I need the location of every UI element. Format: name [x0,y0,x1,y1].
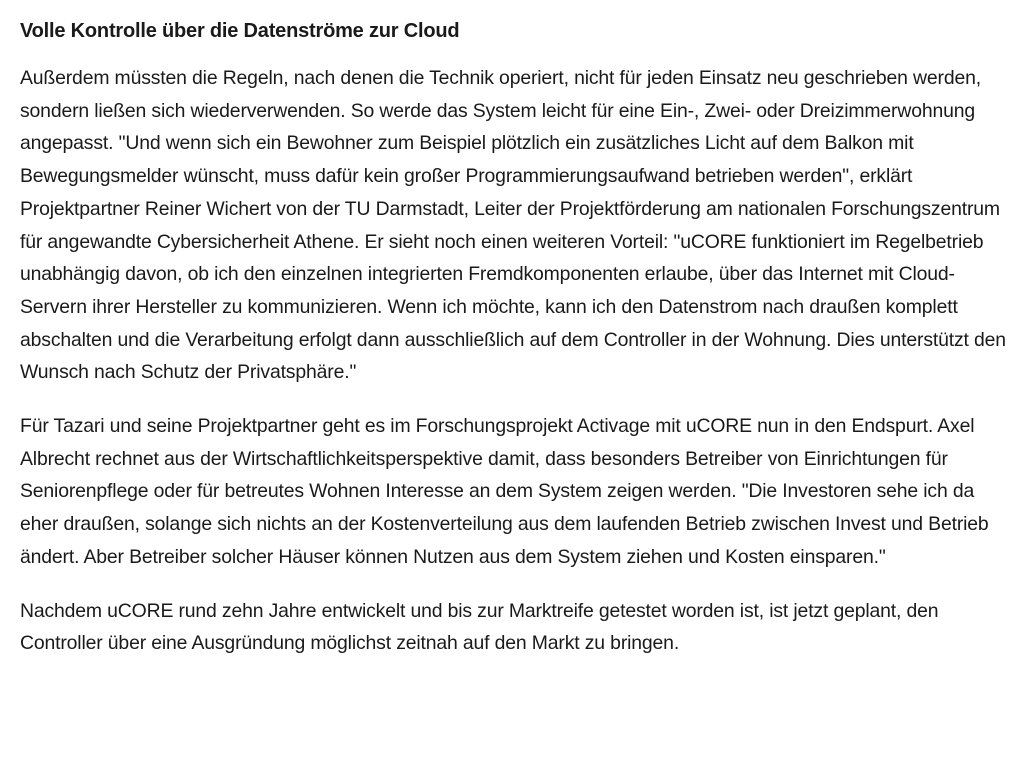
article-body [20,14,1010,660]
paragraph-ucore-rules: Außerdem müssten die Regeln, nach denen die Technik operiert, nicht für jeden Einsatz neu geschrieben werden, sondern ließen sich wiederverwenden. So werde das System leicht für eine Ein-, Zwei- oder Dreizimmerwohnung angepasst. "Und wenn sich ein Bewohner zum Beispiel plötzlich ein zusätzliches Licht auf dem Balkon mit Bewegungsmelder wünscht, muss dafür kein großer Programmierungsaufwand betrieben werden", erklärt Projektpartner Reiner Wichert von der TU Darmstadt, Leiter der Projektförderung am nationalen Forschungszentrum für angewandte Cybersicherheit Athene. Er sieht noch einen weiteren Vorteil: "uCORE funktioniert im Regelbetrieb unabhängig davon, ob ich den einzelnen integrierten Fremdkomponenten erlaube, über das Internet mit Cloud-Servern ihrer Hersteller zu kommunizieren. Wenn ich möchte, kann ich den Datenstrom nach draußen komplett abschalten und die Verarbeitung erfolgt dann ausschließlich auf dem Controller in der Wohnung. Dies unterstützt den Wunsch nach Schutz der Privatsphäre." [20,67,1006,384]
paragraph-project-endspurt: Für Tazari und seine Projektpartner geht es im Forschungsprojekt Activage mit uCORE nun in den Endspurt. Axel Albrecht rechnet aus der Wirtschaftlichkeitsperspektive damit, dass besonders Betreiber von Einrichtungen für Seniorenpflege oder für betreutes Wohnen Interesse an dem System zeigen werden. "Die Investoren sehe ich da eher draußen, solange sich nichts an der Kostenverteilung aus dem laufenden Betrieb zwischen Invest und Betrieb ändert. Aber Betreiber solcher Häuser können Nutzen aus dem System ziehen und Kosten einsparen." [20,415,989,568]
paragraph-market-launch: Nachdem uCORE rund zehn Jahre entwickelt und bis zur Marktreife getestet worden ist, ist jetzt geplant, den Controller über eine Ausgründung möglichst zeitnah auf den Markt zu bringen. [20,599,939,655]
section-heading: Volle Kontrolle über die Datenströme zur Cloud [20,20,460,42]
